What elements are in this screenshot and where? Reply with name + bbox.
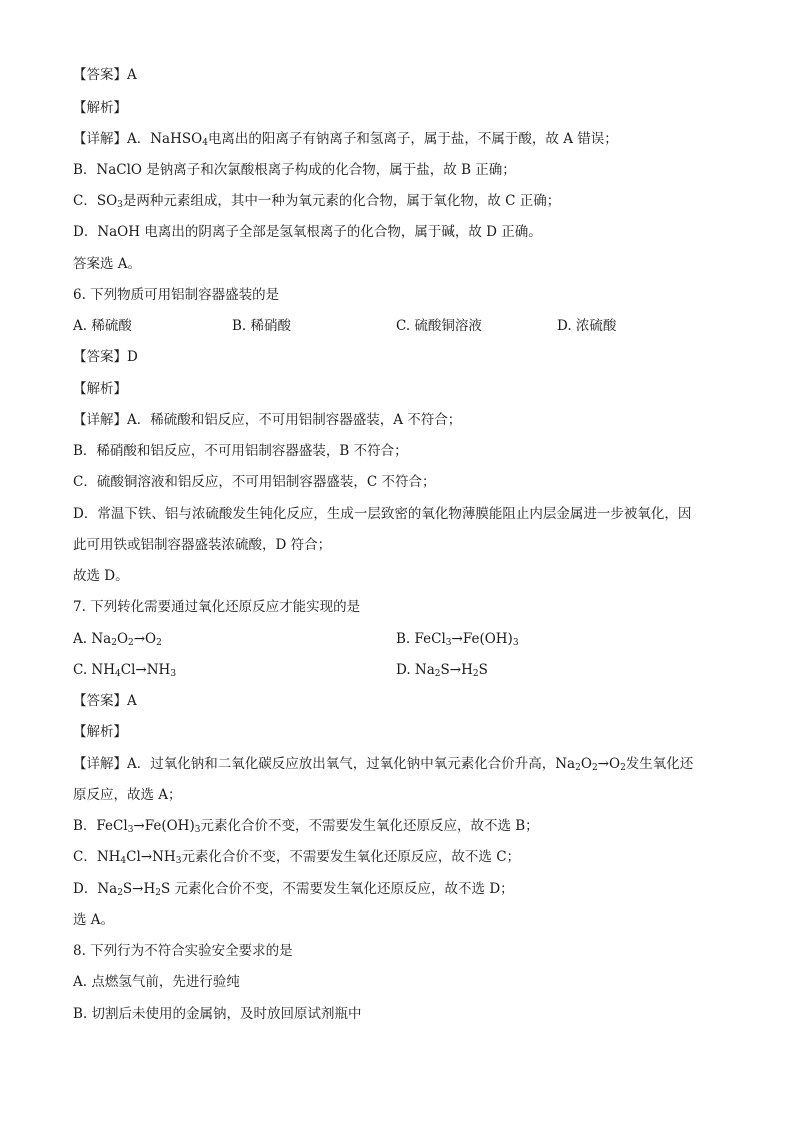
q8-option-a: A. 点燃氢气前，先进行验纯 — [73, 974, 240, 990]
q6-option-b: B. 稀硝酸 — [232, 318, 292, 334]
q7-analysis-label: 【解析】 — [73, 724, 127, 740]
q7-option-b: B. $FeCl_3\to Fe(OH)_3$ — [396, 631, 519, 648]
q6-analysis-label: 【解析】 — [73, 381, 127, 397]
q7-detail-d: D．$Na_2S\to H_2S$ 元素化合价不变，不需要发生氧化还原反应，故不选 D； — [73, 881, 514, 898]
q6-question: 6. 下列物质可用铝制容器盛装的是 — [73, 287, 280, 303]
q7-answer: 【答案】A — [73, 693, 137, 709]
q6-detail-b: B．稀硝酸和铝反应，不可用铝制容器盛装，B 不符合； — [73, 443, 408, 459]
q5-detail-d: D．NaOH 电离出的阴离子全部是氢氧根离子的化合物，属于碱，故 D 正确。 — [73, 224, 542, 240]
q6-detail-a: 【详解】A．稀硫酸和铝反应，不可用铝制容器盛装，A 不符合； — [73, 412, 462, 428]
q5-analysis-label: 【解析】 — [73, 100, 127, 116]
q6-option-c: C. 硫酸铜溶液 — [396, 318, 482, 334]
q7-detail-b: B．$FeCl_3\to Fe(OH)_3$元素化合价不变，不需要发生氧化还原反应，故不选 B； — [73, 818, 539, 835]
q5-conclusion: 答案选 A。 — [73, 256, 142, 272]
q6-answer: 【答案】D — [73, 349, 138, 365]
q7-detail-a-line2: 原反应，故选 A； — [73, 787, 182, 803]
q6-conclusion: 故选 D。 — [73, 568, 129, 584]
q5-answer: 【答案】A — [73, 67, 137, 83]
q7-conclusion: 选 A。 — [73, 912, 115, 928]
q6-option-a: A. 稀硫酸 — [73, 318, 132, 334]
q6-detail-d-line2: 此可用铁或铝制容器盛装浓硫酸，D 符合； — [73, 537, 332, 553]
q6-detail-d-line1: D．常温下铁、铝与浓硫酸发生钝化反应，生成一层致密的氧化物薄膜能阻止内层金属进一步被氧化，因 — [73, 506, 692, 522]
q8-option-b: B. 切割后未使用的金属钠，及时放回原试剂瓶中 — [73, 1006, 362, 1022]
q5-detail-b: B．NaClO 是钠离子和次氯酸根离子构成的化合物，属于盐，故 B 正确； — [73, 162, 516, 178]
q7-detail-c: C．$NH_4Cl\to NH_3$元素化合价不变，不需要发生氧化还原反应，故不选 C； — [73, 849, 521, 866]
q6-option-d: D. 浓硫酸 — [557, 318, 617, 334]
q6-detail-c: C．硫酸铜溶液和铝反应，不可用铝制容器盛装，C 不符合； — [73, 474, 436, 490]
q7-option-c: C. $NH_4Cl\to NH_3$ — [73, 662, 177, 679]
q7-option-d: D. $Na_2S\to H_2S$ — [396, 662, 488, 679]
q7-detail-a-line1: 【详解】A．过氧化钠和二氧化碳反应放出氧气，过氧化钠中氧元素化合价升高，$Na_2O_2\to O_2$发生氧化还 — [73, 756, 694, 773]
q7-option-a: A. $Na_2O_2\to O_2$ — [73, 631, 162, 648]
q7-question: 7. 下列转化需要通过氧化还原反应才能实现的是 — [73, 599, 361, 615]
q5-detail-c: C．$SO_3$是两种元素组成，其中一种为氧元素的化合物，属于氧化物，故 C 正确； — [73, 193, 561, 210]
q8-question: 8. 下列行为不符合实验安全要求的是 — [73, 943, 293, 959]
q5-detail-a: 【详解】A．NaHSO$_4$电离出的阳离子有钠离子和氢离子，属于盐，不属于酸，故 A 错误； — [73, 131, 618, 148]
